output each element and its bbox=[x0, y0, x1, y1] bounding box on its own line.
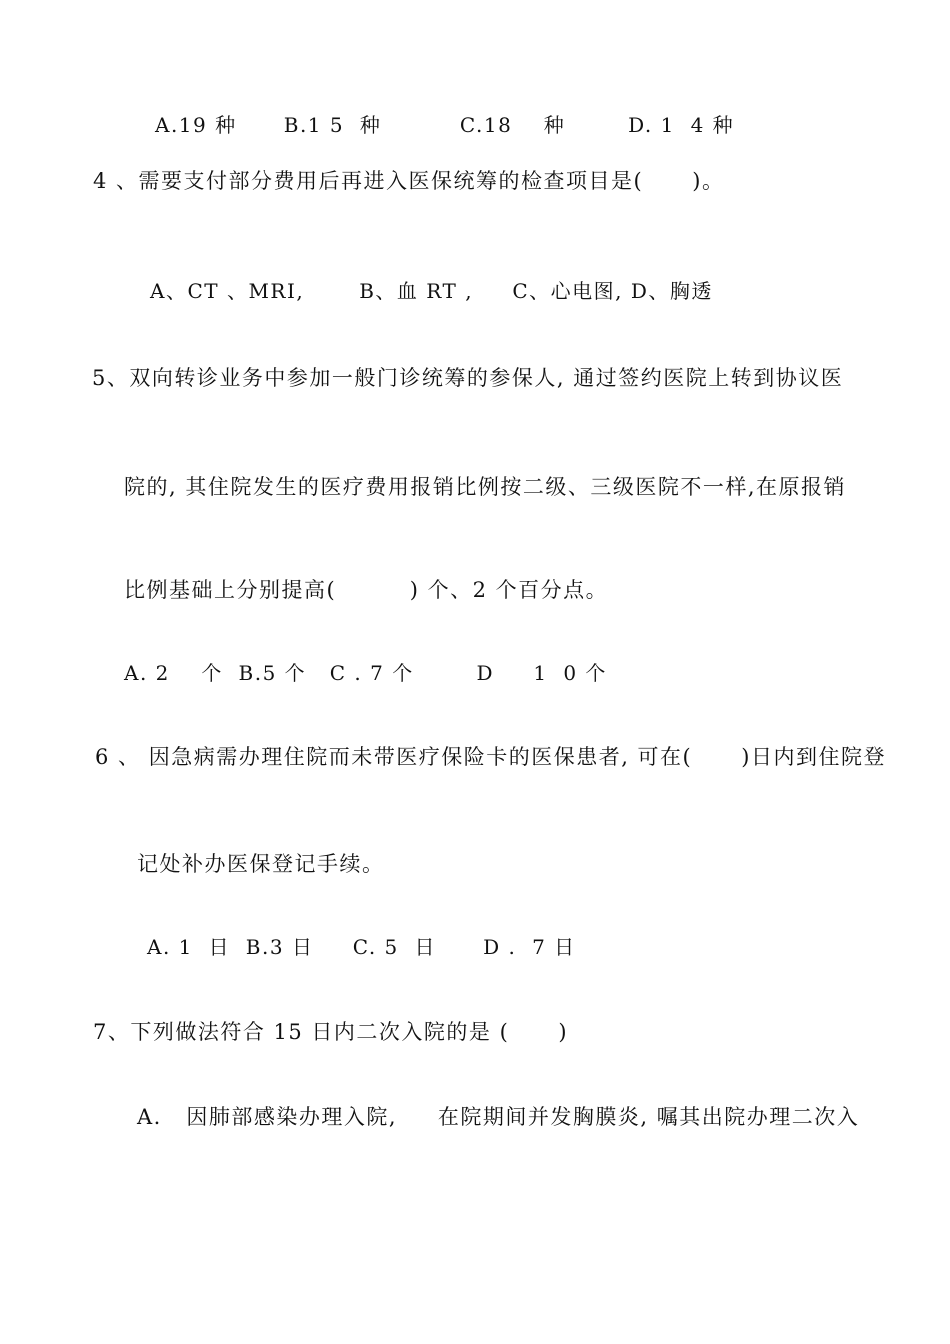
q6-question-line1: 6 、 因急病需办理住院而未带医疗保险卡的医保患者, 可在( )日内到住院登 bbox=[95, 745, 886, 769]
q5-question-line2: 院的, 其住院发生的医疗费用报销比例按二级、三级医院不一样,在原报销 bbox=[124, 475, 847, 499]
q6-options: A. 1 日 B.3 日 C. 5 日 D . 7 日 bbox=[147, 935, 576, 959]
q4-question: 4 、需要支付部分费用后再进入医保统筹的检查项目是( )。 bbox=[93, 169, 725, 193]
q5-question-line3: 比例基础上分别提高( ) 个、2 个百分点。 bbox=[124, 578, 609, 602]
q5-question-line1: 5、双向转诊业务中参加一般门诊统筹的参保人, 通过签约医院上转到协议医 bbox=[92, 366, 844, 390]
q5-options: A. 2 个 B.5 个 C . 7 个 D 1 0 个 bbox=[124, 661, 607, 685]
q3-options: A.19 种 B.1 5 种 C.18 种 D. 1 4 种 bbox=[155, 113, 735, 137]
q6-question-line2: 记处补办医保登记手续。 bbox=[137, 852, 385, 876]
q7-option-a: A. 因肺部感染办理入院, 在院期间并发胸膜炎, 嘱其出院办理二次入 bbox=[137, 1105, 860, 1129]
q7-question: 7、下列做法符合 15 日内二次入院的是 ( ) bbox=[93, 1020, 569, 1044]
q4-options: A、CT 、MRI, B、血 RT , C、心电图, D、胸透 bbox=[150, 279, 713, 303]
